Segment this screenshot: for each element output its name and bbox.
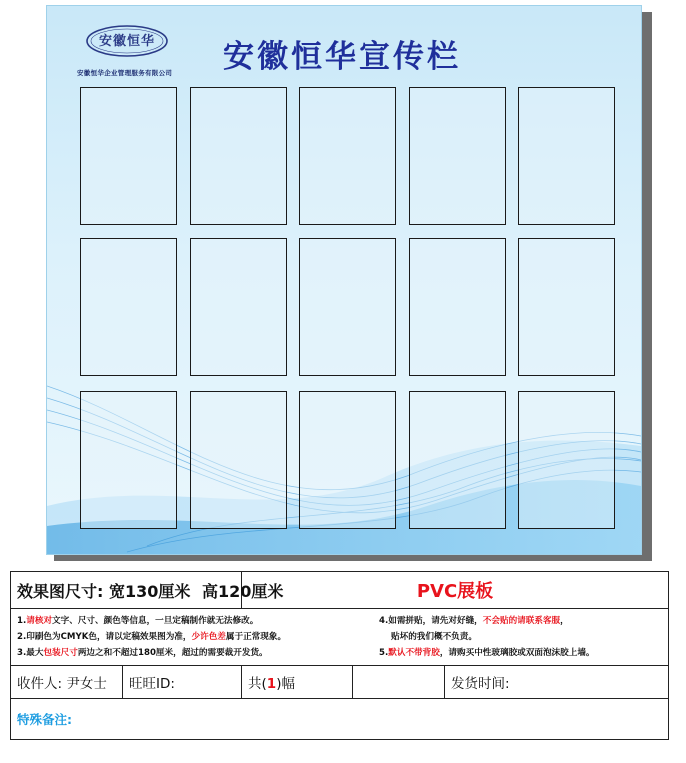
display-frame (80, 87, 177, 225)
order-info-table (10, 571, 669, 740)
note-1: 1.请核对文字、尺寸、颜色等信息，一旦定稿制作就无法修改。 (17, 616, 259, 626)
display-frame (409, 391, 506, 529)
spec-cell (11, 572, 284, 609)
spec-width: 宽130厘米 (109, 581, 191, 601)
receiver-label: 收件人: 尹女士 (17, 676, 107, 692)
notes-cell (11, 609, 669, 666)
spec-sep: : (97, 581, 104, 601)
receiver-cell (11, 666, 123, 699)
display-frame (190, 391, 287, 529)
display-frame (299, 238, 396, 376)
display-frame (299, 87, 396, 225)
logo-text: 安徽恒华 (98, 34, 155, 49)
display-frame (518, 391, 615, 529)
note-4: 4.如需拼贴，请先对好缝，不会贴的请联系客服， (379, 616, 569, 626)
display-frame (190, 87, 287, 225)
remark-label: 特殊备注: (17, 712, 72, 727)
display-frame (518, 238, 615, 376)
display-frame (80, 391, 177, 529)
display-frame (518, 87, 615, 225)
remark-cell (11, 699, 669, 740)
note-4-cont: 贴坏的我们概不负责。 (391, 632, 477, 642)
display-frame (190, 238, 287, 376)
board-title: 安徽恒华宣传栏 (223, 39, 461, 75)
material-cell (242, 572, 669, 609)
wangwang-cell (123, 666, 242, 699)
spec-label: 效果图尺寸 (17, 581, 98, 601)
note-2: 2.印刷色为CMYK色，请以定稿效果图为准，少许色差属于正常现象。 (17, 632, 287, 642)
count-value: 1 (266, 676, 277, 692)
count-cell: 共(1)幅 (242, 666, 353, 699)
spec-height: 高120厘米 (201, 581, 284, 601)
blank-cell (353, 666, 445, 699)
note-3: 3.最大包装尺寸两边之和不超过180厘米，超过的需要裁开发货。 (17, 648, 268, 658)
display-frame (409, 87, 506, 225)
display-board (46, 5, 642, 555)
company-name: 安徽恒华企业管理服务有限公司 (77, 69, 173, 77)
display-frame (299, 391, 396, 529)
note-5: 5.默认不带背胶，请购买中性玻璃胶或双面泡沫胶上墙。 (379, 648, 595, 658)
material-label: PVC展板 (416, 581, 494, 602)
ship-time-cell (445, 666, 669, 699)
display-frame (80, 238, 177, 376)
display-frame (409, 238, 506, 376)
ship-time-label: 发货时间: (451, 676, 510, 692)
wangwang-label: 旺旺ID: (129, 676, 175, 692)
